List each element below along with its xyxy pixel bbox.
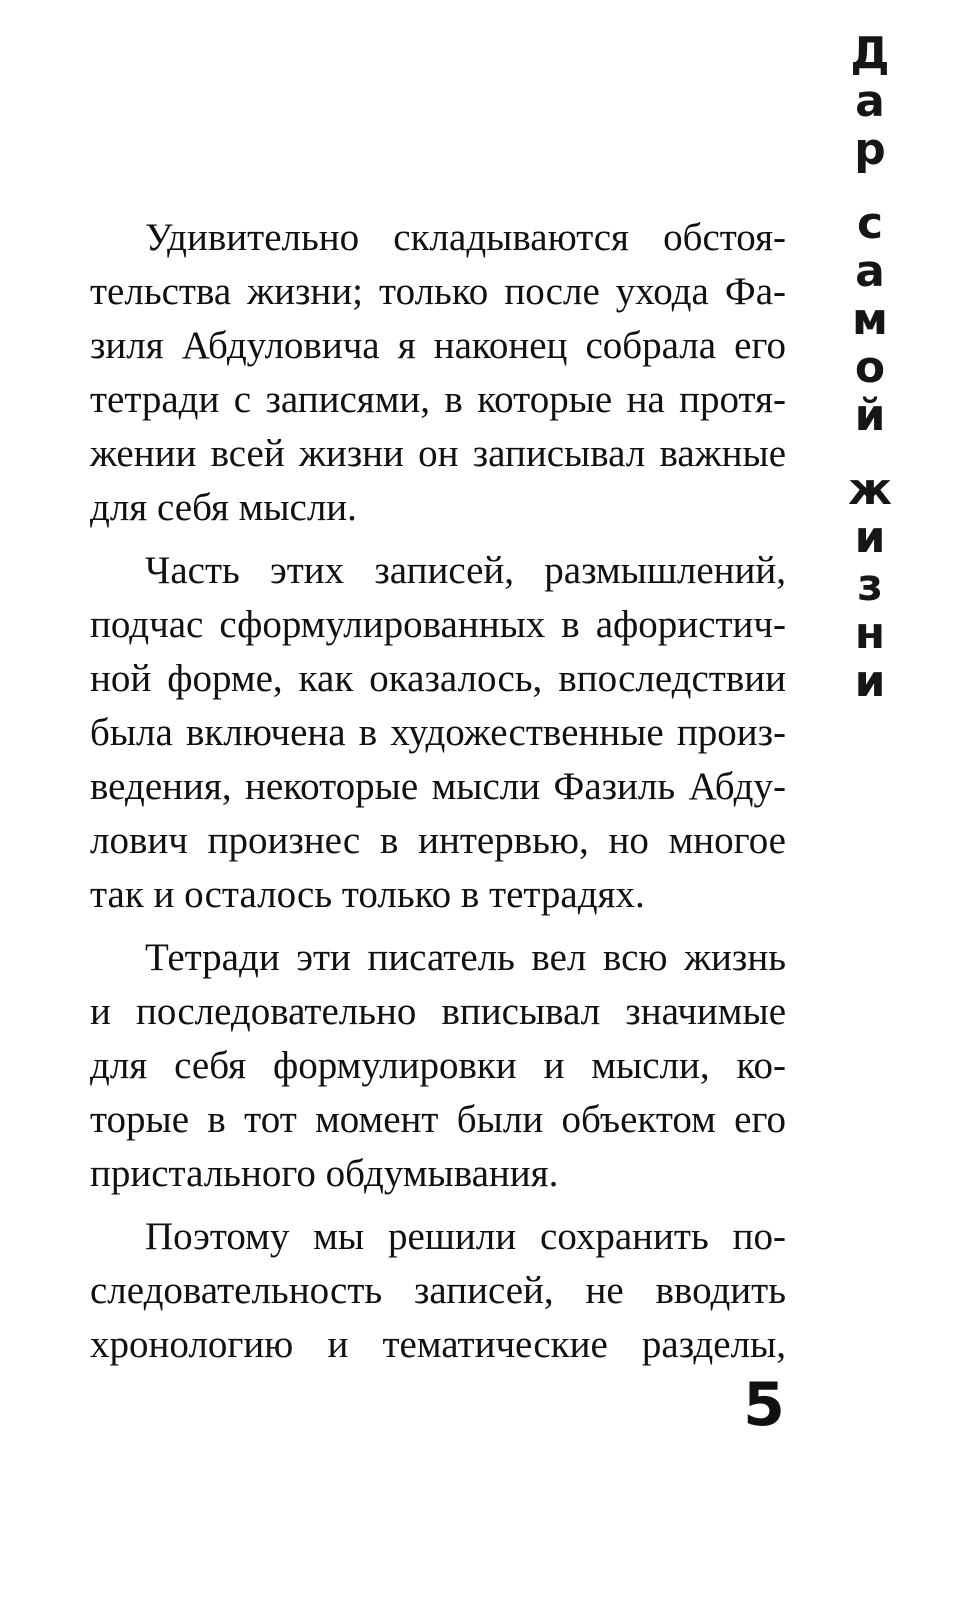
paragraph [90, 544, 786, 922]
text-line: зиля Абдуловича я наконец собрала его [90, 324, 786, 367]
paragraph [90, 211, 786, 535]
text-line: и последовательно вписывал значимые [90, 990, 786, 1033]
running-title-letter: о [854, 342, 886, 393]
running-title-letter: р [854, 124, 886, 175]
text-line: для себя мысли. [90, 486, 357, 529]
running-title-letter: м [852, 294, 888, 345]
running-title-letter: и [854, 512, 886, 563]
text-line: Часть этих записей, размышлений, [145, 549, 786, 592]
text-line: для себя формулировки и мысли, ко- [90, 1044, 786, 1087]
text-line: подчас сформулированных в афористич- [90, 603, 786, 646]
text-line: ной форме, как оказалось, впоследствии [90, 657, 786, 700]
running-title-letter: а [855, 76, 885, 127]
text-line: ведения, некоторые мысли Фазиль Абду- [90, 765, 786, 808]
text-line: Поэтому мы решили сохранить по- [145, 1215, 786, 1258]
body-text [90, 211, 786, 1381]
text-line: следовательность записей, не вводить [90, 1269, 786, 1312]
running-title-letter: с [856, 198, 884, 249]
text-line: лович произнес в интервью, но многое [90, 819, 786, 862]
running-title-letter: Д [850, 28, 890, 79]
paragraph [90, 931, 786, 1201]
paragraph [90, 1210, 786, 1372]
text-line: хронологию и тематические разделы, [90, 1323, 786, 1366]
running-title [838, 30, 902, 706]
text-line: Тетради эти писатель вел всю жизнь [145, 936, 786, 979]
text-line: пристального обдумывания. [90, 1152, 559, 1195]
text-line: тетради с записями, в которые на протя- [90, 378, 786, 421]
text-line: тельства жизни; только после ухода Фа- [90, 270, 786, 313]
running-title-letter: з [857, 560, 883, 611]
running-title-space [838, 174, 902, 200]
running-title-letter: ж [848, 464, 892, 515]
running-title-space [838, 440, 902, 466]
page-number: 5 [743, 1370, 785, 1440]
running-title-letter: н [854, 608, 886, 659]
text-line: жении всей жизни он записывал важные [90, 432, 786, 475]
text-line: была включена в художественные произ- [90, 711, 786, 754]
text-line: торые в тот момент были объектом его [90, 1098, 786, 1141]
running-title-letter: й [854, 390, 886, 441]
running-title-letter: и [854, 656, 886, 707]
text-line: Удивительно складываются обстоя- [145, 216, 786, 259]
running-title-letter: а [855, 246, 885, 297]
text-line: так и осталось только в тетрадях. [90, 873, 645, 916]
